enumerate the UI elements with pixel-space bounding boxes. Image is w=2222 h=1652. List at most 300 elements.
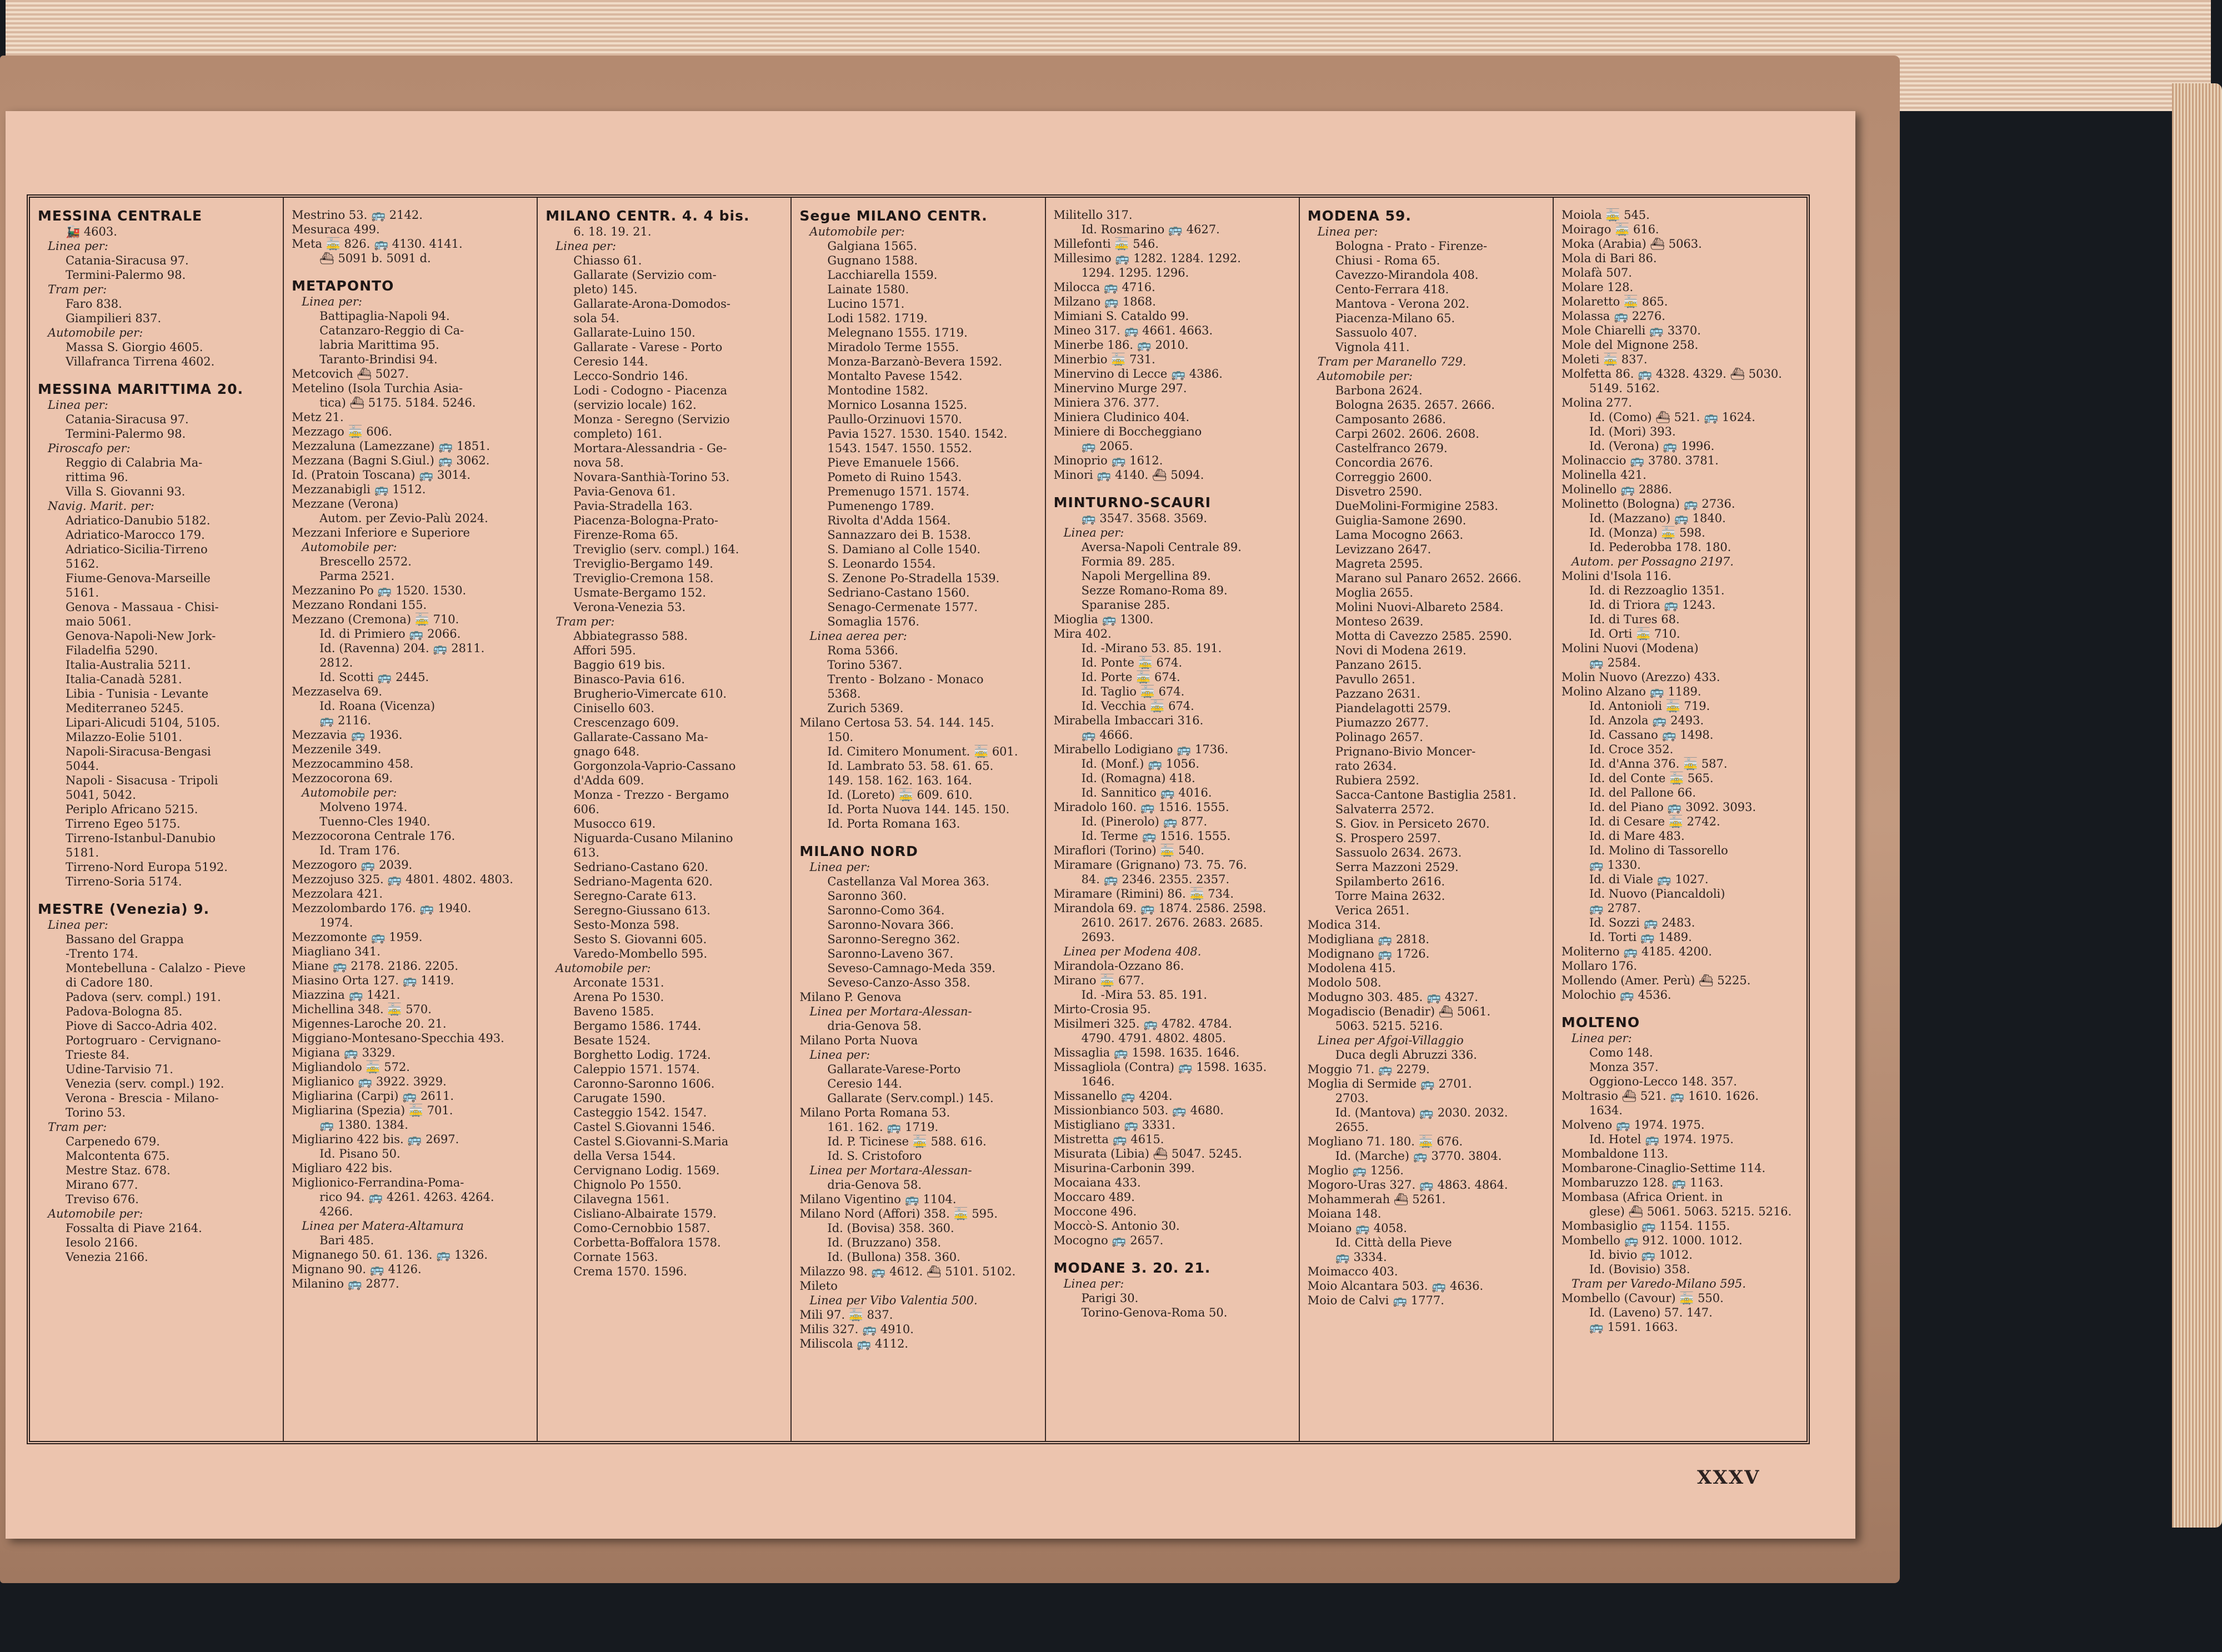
index-entry: Aversa-Napoli Centrale 89. (1081, 540, 1242, 554)
index-entry: di Cadore 180. (66, 976, 153, 989)
index-entry: Miniera Cludinico 404. (1053, 411, 1190, 424)
index-entry: Filadelfia 5290. (66, 644, 158, 657)
index-entry: Mezzavia 🚌 1936. (292, 728, 403, 742)
index-entry: Tirreno-Soria 5174. (66, 875, 182, 888)
index-entry: Mollaro 176. (1561, 959, 1638, 973)
index-entry: Chignolo Po 1550. (573, 1178, 682, 1192)
index-entry: Moka (Arabia) ⛴ 5063. (1561, 237, 1702, 251)
station-heading: MILANO NORD (799, 843, 918, 859)
index-entry: Usmate-Bergamo 152. (573, 586, 707, 599)
service-label: Linea per Matera-Altamura (302, 1219, 464, 1233)
index-entry: Mombarone-Cinaglio-Settime 114. (1561, 1162, 1766, 1175)
index-entry: Senago-Cermenate 1577. (827, 600, 978, 614)
index-entry: Lama Mocogno 2663. (1335, 528, 1464, 542)
index-entry: Parma 2521. (319, 569, 395, 583)
index-entry: Molveno 1974. (319, 800, 408, 814)
index-entry: Como 148. (1589, 1046, 1653, 1059)
index-entry: Treviglio-Bergamo 149. (573, 557, 713, 570)
index-entry: Id. del Conte 🚋 565. (1589, 772, 1714, 785)
index-entry: Trento - Bolzano - Monaco (827, 673, 984, 686)
index-entry: Salvaterra 2572. (1335, 803, 1434, 816)
index-entry: Lainate 1580. (827, 283, 909, 296)
index-entry: Niguarda-Cusano Milanino (573, 832, 733, 845)
index-entry: Affori 595. (573, 644, 636, 657)
index-entry: Id. Anzola 🚌 2493. (1589, 714, 1704, 727)
index-entry: S. Giov. in Persiceto 2670. (1335, 817, 1490, 830)
index-entry: Id. del Piano 🚌 3092. 3093. (1589, 800, 1756, 814)
index-entry: Id. Scotti 🚌 2445. (319, 670, 429, 684)
index-entry: Moccaro 489. (1053, 1190, 1135, 1204)
index-entry: Pieve Emanuele 1566. (827, 456, 959, 469)
service-label: Linea per: (302, 295, 362, 308)
index-entry: Crema 1570. 1596. (573, 1265, 687, 1278)
index-entry: Termini-Palermo 98. (66, 427, 186, 440)
index-entry: Miniere di Boccheggiano (1053, 425, 1202, 438)
index-entry: Termini-Palermo 98. (66, 268, 186, 282)
index-entry: Arconate 1531. (573, 976, 664, 989)
index-entry: Gallarate-Luino 150. (573, 326, 695, 339)
index-entry: Miglionico-Ferrandina-Poma- (292, 1176, 464, 1189)
index-entry: Milazzo 98. 🚌 4612. ⛴ 5101. 5102. (799, 1265, 1016, 1278)
index-entry: Sassuolo 2634. 2673. (1335, 846, 1462, 859)
index-entry: Mirto-Crosia 95. (1053, 1003, 1151, 1016)
index-entry: Mirano 🚋 677. (1053, 974, 1144, 987)
index-entry: Gallarate (Servizio com- (573, 268, 717, 282)
index-entry: Sedriano-Castano 1560. (827, 586, 970, 599)
index-entry: Id. Città della Pieve (1335, 1236, 1452, 1249)
index-entry: Castellanza Val Morea 363. (827, 875, 990, 888)
index-entry: Id. Ponte 🚋 674. (1081, 656, 1183, 669)
index-entry: dria-Genova 58. (827, 1019, 922, 1033)
index-entry: Genova-Napoli-New Jork- (66, 629, 216, 643)
index-entry: Adriatico-Marocco 179. (66, 528, 205, 542)
index-entry: 5181. (66, 846, 99, 859)
index-entry: Padova-Bologna 85. (66, 1005, 183, 1018)
index-entry: Id. Nuovo (Piancaldoli) (1589, 887, 1725, 900)
index-entry: Mezzojuso 325. 🚌 4801. 4802. 4803. (292, 873, 513, 886)
index-entry: Mediterraneo 5245. (66, 702, 184, 715)
index-entry: Metelino (Isola Turchia Asia- (292, 382, 463, 395)
index-entry: Moltrasio ⛴ 521. 🚌 1610. 1626. (1561, 1089, 1759, 1103)
index-entry: Sesto S. Giovanni 605. (573, 933, 707, 946)
index-entry: Milazzo-Eolie 5101. (66, 730, 182, 744)
index-entry: Bologna - Prato - Firenze- (1335, 239, 1488, 253)
index-entry: Iesolo 2166. (66, 1236, 138, 1249)
index-columns (30, 198, 1806, 1441)
index-entry: Id. di Primiero 🚌 2066. (319, 627, 461, 640)
index-entry: Mezzago 🚋 606. (292, 425, 393, 438)
index-entry: Oggiono-Lecco 148. 357. (1589, 1075, 1737, 1088)
index-entry: Montebelluna - Calalzo - Pieve (66, 962, 246, 975)
index-entry: Genova - Massaua - Chisi- (66, 600, 219, 614)
index-entry: Sezze Romano-Roma 89. (1081, 584, 1228, 597)
index-entry: Mole Chiarelli 🚌 3370. (1561, 324, 1701, 337)
index-entry: Moggio 71. 🚌 2279. (1307, 1063, 1430, 1076)
index-entry: Sassuolo 407. (1335, 326, 1418, 339)
service-label: Tram per Varedo-Milano 595. (1571, 1277, 1746, 1290)
index-entry: 🚌 3547. 3568. 3569. (1081, 512, 1208, 525)
index-entry: Milzano 🚌 1868. (1053, 295, 1156, 308)
book-page (6, 111, 1855, 1539)
index-entry: completo) 161. (573, 427, 662, 440)
index-entry: Molino Alzano 🚌 1189. (1561, 685, 1701, 698)
index-entry: Gallarate-Cassano Ma- (573, 730, 708, 744)
index-entry: Barbona 2624. (1335, 384, 1423, 397)
index-entry: Castel S.Giovanni 1546. (573, 1120, 715, 1134)
index-entry: Moleti 🚋 837. (1561, 353, 1648, 366)
index-entry: Minori 🚌 4140. ⛴ 5094. (1053, 468, 1204, 482)
index-entry: Id. Rosmarino 🚌 4627. (1081, 223, 1220, 236)
index-entry: Id. Croce 352. (1589, 743, 1674, 756)
index-entry: Saronno-Seregno 362. (827, 933, 960, 946)
index-entry: Carugate 1590. (573, 1092, 666, 1105)
index-entry: Modolo 508. (1307, 976, 1382, 989)
index-entry: Binasco-Pavia 616. (573, 673, 685, 686)
index-entry: Miane 🚌 2178. 2186. 2205. (292, 959, 459, 973)
index-entry: Miradolo 160. 🚌 1516. 1555. (1053, 800, 1229, 814)
index-entry: Minerbe 186. 🚌 2010. (1053, 338, 1189, 352)
index-entry: Mollendo (Amer. Perù) ⛴ 5225. (1561, 974, 1751, 987)
index-entry: Adriatico-Danubio 5182. (66, 514, 211, 527)
index-entry: Mistigliano 🚌 3331. (1053, 1118, 1175, 1132)
index-entry: Mezzenile 349. (292, 743, 382, 756)
index-entry: Mombello 🚌 912. 1000. 1012. (1561, 1234, 1743, 1247)
index-entry: Castel S.Giovanni-S.Maria (573, 1135, 729, 1148)
index-entry: Molinella 421. (1561, 468, 1647, 482)
index-entry: Casteggio 1542. 1547. (573, 1106, 707, 1119)
index-entry: 🚌 2787. (1589, 902, 1641, 915)
index-entry: Id. (Mantova) 🚌 2030. 2032. (1335, 1106, 1508, 1119)
index-entry: Id. (Bovisa) 358. 360. (827, 1222, 954, 1235)
index-entry: Modolena 415. (1307, 962, 1396, 975)
index-entry: Mocogno 🚌 2657. (1053, 1234, 1164, 1247)
index-entry: Miramare (Rimini) 86. 🚋 734. (1053, 887, 1234, 900)
index-entry: 🚌 1380. 1384. (319, 1118, 408, 1132)
index-entry: Cilavegna 1561. (573, 1193, 669, 1206)
index-entry: Miazzina 🚌 1421. (292, 988, 401, 1002)
index-entry: Mileto (799, 1279, 838, 1293)
index-entry: Chiusi - Roma 65. (1335, 254, 1440, 267)
index-entry: Id. Tram 176. (319, 844, 401, 857)
index-entry: Piacenza-Milano 65. (1335, 312, 1455, 325)
index-entry: Id. d'Anna 376. 🚋 587. (1589, 757, 1728, 770)
index-entry: Molina 277. (1561, 396, 1632, 409)
index-entry: 5368. (827, 687, 861, 700)
service-label: Linea per Mortara-Alessan- (809, 1005, 972, 1018)
index-entry: Id. di Rezzoaglio 1351. (1589, 584, 1725, 597)
index-entry: Ceresio 144. (573, 355, 648, 368)
index-entry: Mili 97. 🚋 837. (799, 1308, 893, 1321)
index-entry: Id. (Bullona) 358. 360. (827, 1250, 960, 1264)
index-entry: Cinisello 603. (573, 702, 655, 715)
index-entry: Catania-Siracusa 97. (66, 254, 189, 267)
index-entry: Moccò-S. Antonio 30. (1053, 1219, 1180, 1233)
index-entry: Minoprio 🚌 1612. (1053, 454, 1163, 467)
index-entry: Migliarina (Carpi) 🚌 2611. (292, 1089, 454, 1103)
service-label: Automobile per: (1317, 369, 1413, 383)
index-entry: Spilamberto 2616. (1335, 875, 1445, 888)
index-entry: Mezzocammino 458. (292, 757, 414, 770)
index-entry: glese) ⛴ 5061. 5063. 5215. 5216. (1589, 1205, 1792, 1218)
index-entry: Mezzano (Cremona) 🚋 710. (292, 613, 459, 626)
index-entry: Missionbianco 503. 🚌 4680. (1053, 1104, 1224, 1117)
index-entry: Lipari-Alicudi 5104, 5105. (66, 716, 221, 729)
index-entry: Verica 2651. (1335, 904, 1410, 917)
index-entry: Guiglia-Samone 2690. (1335, 514, 1467, 527)
station-heading: MODANE 3. 20. 21. (1053, 1260, 1211, 1276)
index-entry: Migliarina (Spezia) 🚋 701. (292, 1104, 453, 1117)
index-entry: Fossalta di Piave 2164. (66, 1222, 202, 1235)
index-entry: Miggiano-Montesano-Specchia 493. (292, 1032, 504, 1045)
index-entry: Id. (Loreto) 🚋 609. 610. (827, 788, 973, 802)
index-entry: Mistretta 🚌 4615. (1053, 1133, 1164, 1146)
index-entry: Mezzocorona 69. (292, 772, 393, 785)
index-entry: Modignano 🚌 1726. (1307, 947, 1430, 960)
index-entry: Molare 128. (1561, 281, 1634, 294)
index-entry: Millesimo 🚌 1282. 1284. 1292. (1053, 252, 1241, 265)
index-entry: Id. Porta Romana 163. (827, 817, 960, 830)
service-label: Linea per Mortara-Alessan- (809, 1164, 972, 1177)
index-entry: 1634. (1589, 1104, 1623, 1117)
index-entry: Miradolo Terme 1555. (827, 341, 959, 354)
index-entry: 606. (573, 803, 600, 816)
index-entry: maio 5061. (66, 615, 132, 628)
index-entry: Misilmeri 325. 🚌 4782. 4784. (1053, 1017, 1232, 1030)
index-entry: Mestrino 53. 🚌 2142. (292, 208, 423, 222)
index-entry: Piacenza-Bologna-Prato- (573, 514, 718, 527)
index-entry: Id. Hotel 🚌 1974. 1975. (1589, 1133, 1734, 1146)
index-entry: Venezia 2166. (66, 1250, 148, 1264)
index-entry: Mezzocorona Centrale 176. (292, 829, 456, 843)
index-entry: Id. Sozzi 🚌 2483. (1589, 916, 1695, 929)
index-entry: rittima 96. (66, 470, 128, 484)
index-entry: Battipaglia-Napoli 94. (319, 309, 450, 323)
index-entry: Panzano 2615. (1335, 658, 1422, 672)
index-entry: Piumazzo 2677. (1335, 716, 1429, 729)
index-entry: Camposanto 2686. (1335, 413, 1446, 426)
index-entry: Gallarate (Serv.compl.) 145. (827, 1092, 994, 1105)
index-entry: Moglia di Sermide 🚌 2701. (1307, 1077, 1472, 1090)
index-entry: Bari 485. (319, 1234, 374, 1247)
index-entry: Miagliano 341. (292, 945, 381, 958)
index-entry: Mole del Mignone 258. (1561, 338, 1699, 352)
service-label: Linea per: (809, 1048, 870, 1062)
index-entry: Mogadiscio (Benadir) ⛴ 5061. (1307, 1005, 1491, 1018)
service-label: Navig. Marit. per: (48, 499, 154, 513)
index-entry: 6. 18. 19. 21. (573, 225, 652, 238)
index-entry: Prignano-Bivio Moncer- (1335, 745, 1476, 758)
service-label: Linea per: (809, 860, 870, 874)
index-entry: 🚌 4666. (1081, 728, 1133, 742)
index-entry: Gorgonzola-Vaprio-Cassano (573, 759, 736, 773)
index-entry: 4266. (319, 1205, 353, 1218)
index-entry: Crescenzago 609. (573, 716, 679, 729)
index-entry: Padova (serv. compl.) 191. (66, 990, 221, 1004)
index-entry: Torino 5367. (827, 658, 903, 672)
index-entry: 1543. 1547. 1550. 1552. (827, 442, 972, 455)
index-entry: 🚌 2116. (319, 714, 372, 727)
index-entry: 🚌 1330. (1589, 858, 1641, 872)
index-entry: Mombasa (Africa Orient. in (1561, 1190, 1723, 1204)
service-label: Tram per: (48, 283, 107, 296)
service-label: Linea per: (556, 239, 617, 253)
index-entry: Gallarate - Varese - Porto (573, 341, 723, 354)
index-entry: Duca degli Abruzzi 336. (1335, 1048, 1477, 1062)
index-entry: Missagliola (Contra) 🚌 1598. 1635. (1053, 1060, 1267, 1074)
index-entry: Monteso 2639. (1335, 615, 1424, 628)
index-entry: Metz 21. (292, 411, 344, 424)
index-entry: Meta 🚋 826. 🚌 4130. 4141. (292, 237, 463, 251)
index-entry: Napoli - Sisacusa - Tripoli (66, 774, 218, 787)
index-entry: Gallarate-Varese-Porto (827, 1063, 961, 1076)
index-entry: Id. di Cesare 🚋 2742. (1589, 815, 1720, 828)
index-entry: Formia 89. 285. (1081, 555, 1175, 568)
index-entry: Tirreno Egeo 5175. (66, 817, 181, 830)
index-entry: Modugno 303. 485. 🚌 4327. (1307, 990, 1478, 1004)
index-entry: 5162. (66, 557, 99, 570)
index-entry: Misurata (Libia) ⛴ 5047. 5245. (1053, 1147, 1242, 1160)
index-entry: Brescello 2572. (319, 555, 412, 568)
index-entry: Moimacco 403. (1307, 1265, 1398, 1278)
index-entry: Id. Porta Nuova 144. 145. 150. (827, 803, 1010, 816)
index-entry: Id. (Pinerolo) 🚌 877. (1081, 815, 1208, 828)
index-entry: Lodi - Codogno - Piacenza (573, 384, 727, 397)
index-entry: Mogliano 71. 180. 🚋 676. (1307, 1135, 1463, 1148)
index-entry: Modigliana 🚌 2818. (1307, 933, 1430, 946)
index-entry: Ceresio 144. (827, 1077, 902, 1090)
index-entry: 161. 162. 🚌 1719. (827, 1120, 939, 1134)
index-entry: Catanzaro-Reggio di Ca- (319, 324, 464, 337)
index-entry: Cento-Ferrara 418. (1335, 283, 1449, 296)
index-entry: Polinago 2657. (1335, 730, 1423, 744)
index-entry: Italia-Canadà 5281. (66, 673, 182, 686)
index-entry: Molaretto 🚋 865. (1561, 295, 1668, 308)
index-entry: Pavia-Genova 61. (573, 485, 676, 498)
index-entry: 4790. 4791. 4802. 4805. (1081, 1032, 1227, 1045)
index-entry: Napoli-Siracusa-Bengasi (66, 745, 211, 758)
index-entry: Molfetta 86. 🚌 4328. 4329. ⛴ 5030. (1561, 367, 1782, 381)
index-entry: Udine-Tarvisio 71. (66, 1063, 173, 1076)
index-entry: Mestre Staz. 678. (66, 1164, 171, 1177)
index-entry: Mirabello Lodigiano 🚌 1736. (1053, 743, 1229, 756)
index-entry: Disvetro 2590. (1335, 485, 1423, 498)
index-entry: Id. (Pratoin Toscana) 🚌 3014. (292, 468, 471, 482)
index-entry: Baveno 1585. (573, 1005, 654, 1018)
index-entry: Mezzomonte 🚌 1959. (292, 930, 423, 944)
index-entry: Seregno-Carate 613. (573, 889, 697, 903)
index-entry: Seveso-Canzo-Asso 358. (827, 976, 970, 989)
service-label: Piroscafo per: (48, 442, 131, 455)
index-entry: Id. di Tures 68. (1589, 613, 1680, 626)
index-entry: Moirago 🚋 616. (1561, 223, 1659, 236)
service-label: Automobile per: (48, 1207, 143, 1220)
book-fore-edge (2172, 83, 2222, 1528)
index-entry: Mombello (Cavour) 🚋 550. (1561, 1291, 1724, 1305)
index-entry: Periplo Africano 5215. (66, 803, 198, 816)
index-entry: Torino 53. (66, 1106, 126, 1119)
index-entry: Molini Nuovi (Modena) (1561, 642, 1699, 655)
index-entry: 🚌 2065. (1081, 439, 1133, 453)
index-entry: Autom. per Zevio-Palù 2024. (319, 512, 488, 525)
index-entry: Saronno-Laveno 367. (827, 947, 954, 960)
index-entry: Monza - Seregno (Servizio (573, 413, 730, 426)
index-entry: Molini Nuovi-Albareto 2584. (1335, 600, 1504, 614)
index-entry: Arena Po 1530. (573, 990, 664, 1004)
index-entry: Mignanego 50. 61. 136. 🚌 1326. (292, 1248, 488, 1261)
index-entry: Id. Terme 🚌 1516. 1555. (1081, 829, 1231, 843)
index-entry: 84. 🚌 2346. 2355. 2357. (1081, 873, 1230, 886)
index-entry: Adriatico-Sicilia-Tirreno (66, 543, 208, 556)
index-entry: Milocca 🚌 4716. (1053, 281, 1155, 294)
index-entry: Moiana 148. (1307, 1207, 1382, 1220)
station-heading: MOLTENO (1561, 1014, 1640, 1030)
index-entry: Musocco 619. (573, 817, 656, 830)
index-entry: Cavezzo-Mirandola 408. (1335, 268, 1479, 282)
service-label: Linea per: (48, 398, 108, 412)
index-entry: Concordia 2676. (1335, 456, 1433, 469)
service-label: Linea per: (1063, 526, 1124, 539)
index-entry: Moglio 🚌 1256. (1307, 1164, 1404, 1177)
index-entry: Molinetto (Bologna) 🚌 2736. (1561, 497, 1735, 510)
index-entry: Id. Pisano 50. (319, 1147, 401, 1160)
index-entry: Milano Vigentino 🚌 1104. (799, 1193, 957, 1206)
index-entry: Mira 402. (1053, 627, 1112, 640)
index-entry: Corbetta-Boffalora 1578. (573, 1236, 721, 1249)
index-entry: Id. (Mori) 393. (1589, 425, 1676, 438)
index-entry: Borghetto Lodig. 1724. (573, 1048, 711, 1062)
index-entry: 2693. (1081, 930, 1115, 944)
index-entry: Mirabella Imbaccari 316. (1053, 714, 1204, 727)
service-label: Linea per: (1571, 1032, 1632, 1045)
index-entry: Misurina-Carbonin 399. (1053, 1162, 1195, 1175)
index-entry: Mezzanabigli 🚌 1512. (292, 483, 426, 496)
index-entry: Miniera 376. 377. (1053, 396, 1159, 409)
index-entry: Mola di Bari 86. (1561, 252, 1657, 265)
index-entry: Catania-Siracusa 97. (66, 413, 189, 426)
index-entry: Motta di Cavezzo 2585. 2590. (1335, 629, 1512, 643)
index-entry: Zurich 5369. (827, 702, 904, 715)
index-entry: ⛴ 5091 b. 5091 d. (319, 252, 431, 265)
index-entry: 613. (573, 846, 600, 859)
index-entry: Treviglio-Cremona 158. (573, 572, 714, 585)
service-label: Linea per Afgoi-Villaggio (1317, 1034, 1464, 1047)
index-entry: Molafà 507. (1561, 266, 1632, 279)
index-entry: Torino-Genova-Roma 50. (1081, 1306, 1228, 1319)
index-entry: Mineo 317. 🚌 4661. 4663. (1053, 324, 1213, 337)
index-entry: 🚂 4603. (66, 225, 117, 238)
index-entry: Id. (Como) ⛴ 521. 🚌 1624. (1589, 411, 1755, 424)
index-entry: Caleppio 1571. 1574. (573, 1063, 700, 1076)
index-entry: Militello 317. (1053, 208, 1133, 222)
index-entry: Missanello 🚌 4204. (1053, 1089, 1173, 1103)
index-entry: Faro 838. (66, 297, 122, 311)
index-entry: Id. Vecchia 🚋 674. (1081, 699, 1194, 713)
index-entry: Saronno-Como 364. (827, 904, 945, 917)
service-label: Linea per: (48, 918, 108, 932)
index-entry: Id. (Bruzzano) 358. (827, 1236, 942, 1249)
index-entry: Mirano 677. (66, 1178, 138, 1192)
index-column-1 (30, 198, 284, 1441)
index-entry: Moccone 496. (1053, 1205, 1137, 1218)
index-entry: Sedriano-Castano 620. (573, 860, 709, 874)
index-entry: Michellina 348. 🚋 570. (292, 1003, 432, 1016)
station-heading: MESSINA CENTRALE (38, 208, 203, 224)
index-entry: Mezzolara 421. (292, 887, 383, 900)
index-entry: Pazzano 2631. (1335, 687, 1421, 700)
index-entry: Mezzane (Verona) (292, 497, 399, 510)
index-entry: Moglia 2655. (1335, 586, 1414, 599)
service-label: Tram per: (48, 1120, 107, 1134)
